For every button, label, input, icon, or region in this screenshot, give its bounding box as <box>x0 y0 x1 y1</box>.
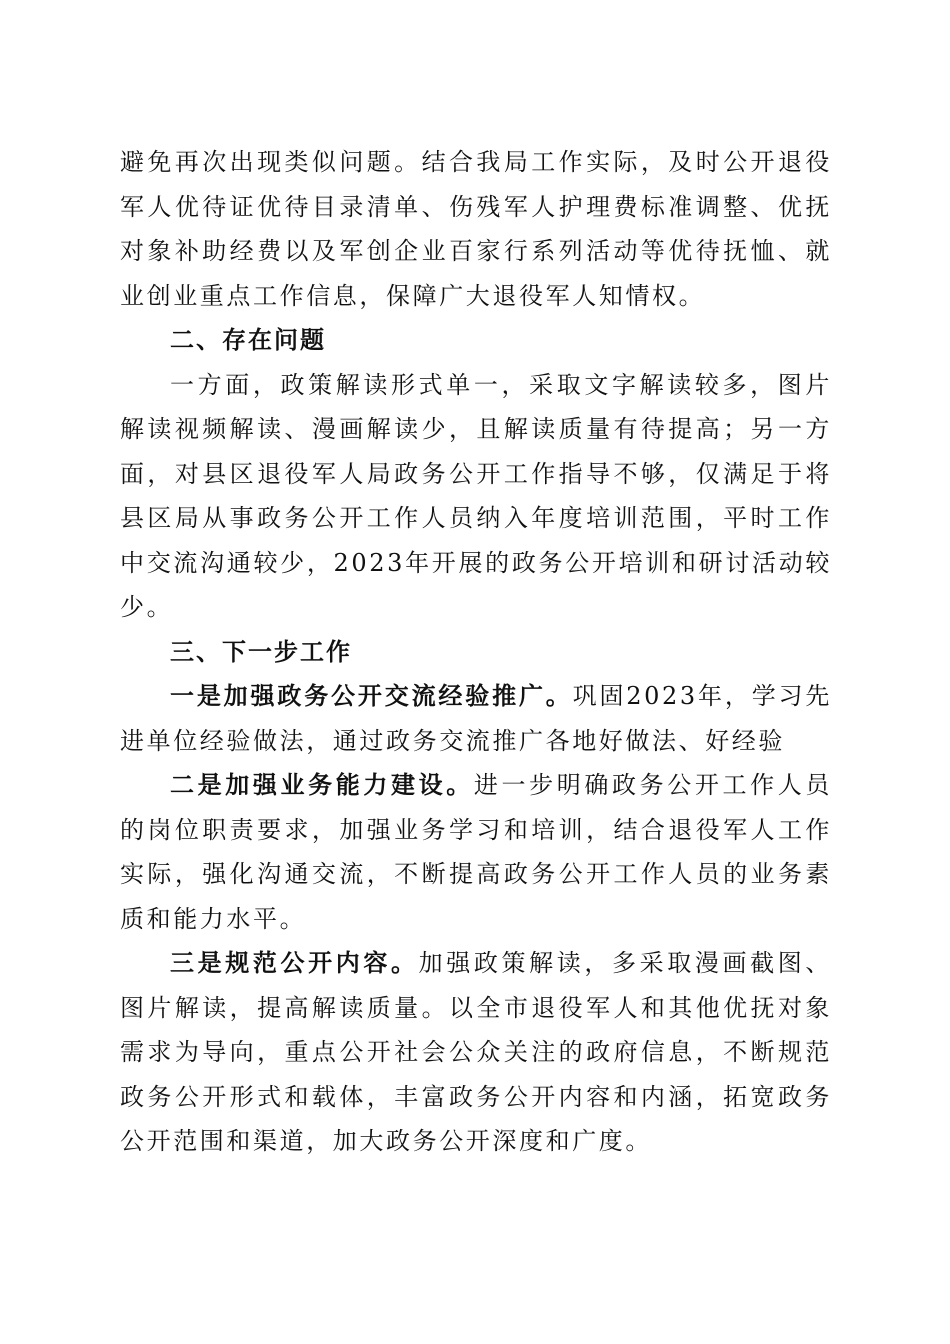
next-step-item-2-body: 进一步明确政务公开工作人员的岗位职责要求，加强业务学习和培训，结合退役军人工作实际，强化沟通交流，不断提高政务公开工作人员的业务素质和能力水平。 <box>120 771 832 933</box>
next-step-item-3-lead: 三是规范公开内容。 <box>170 948 419 977</box>
paragraph-continuation: 避免再次出现类似问题。结合我局工作实际，及时公开退役军人优待证优待目录清单、伤残军人护理费标准调整、优抚对象补助经费以及军创企业百家行系列活动等优待抚恤、就业创业重点工作信息，保障广大退役军人知情权。 <box>120 148 832 310</box>
next-step-item-1-body: 巩固2023年，学习先进单位经验做法，通过政务交流推广各地好做法、好经验 <box>120 682 832 755</box>
section-heading-next-steps: 三、下一步工作 <box>170 637 352 666</box>
document-body <box>120 140 832 1164</box>
paragraph-problems: 一方面，政策解读形式单一，采取文字解读较多，图片解读视频解读、漫画解读少，且解读质量有待提高；另一方面，对县区退役军人局政务公开工作指导不够，仅满足于将县区局从事政务公开工作人员纳入年度培训范围，平时工作中交流沟通较少，2023年开展的政务公开培训和研讨活动较少。 <box>120 370 832 621</box>
next-step-item-3 <box>120 941 832 1164</box>
next-step-item-2-lead: 二是加强业务能力建设。 <box>170 770 474 799</box>
next-step-item-1 <box>120 674 832 763</box>
next-step-item-2 <box>120 763 832 941</box>
next-step-item-3-body: 加强政策解读，多采取漫画截图、图片解读，提高解读质量。以全市退役军人和其他优抚对象需求为导向，重点公开社会公众关注的政府信息，不断规范政务公开形式和载体，丰富政务公开内容和内涵，拓宽政务公开范围和渠道，加大政务公开深度和广度。 <box>120 949 833 1155</box>
section-heading-problems: 二、存在问题 <box>170 326 326 354</box>
next-step-item-1-lead: 一是加强政务公开交流经验推广。 <box>170 681 573 710</box>
